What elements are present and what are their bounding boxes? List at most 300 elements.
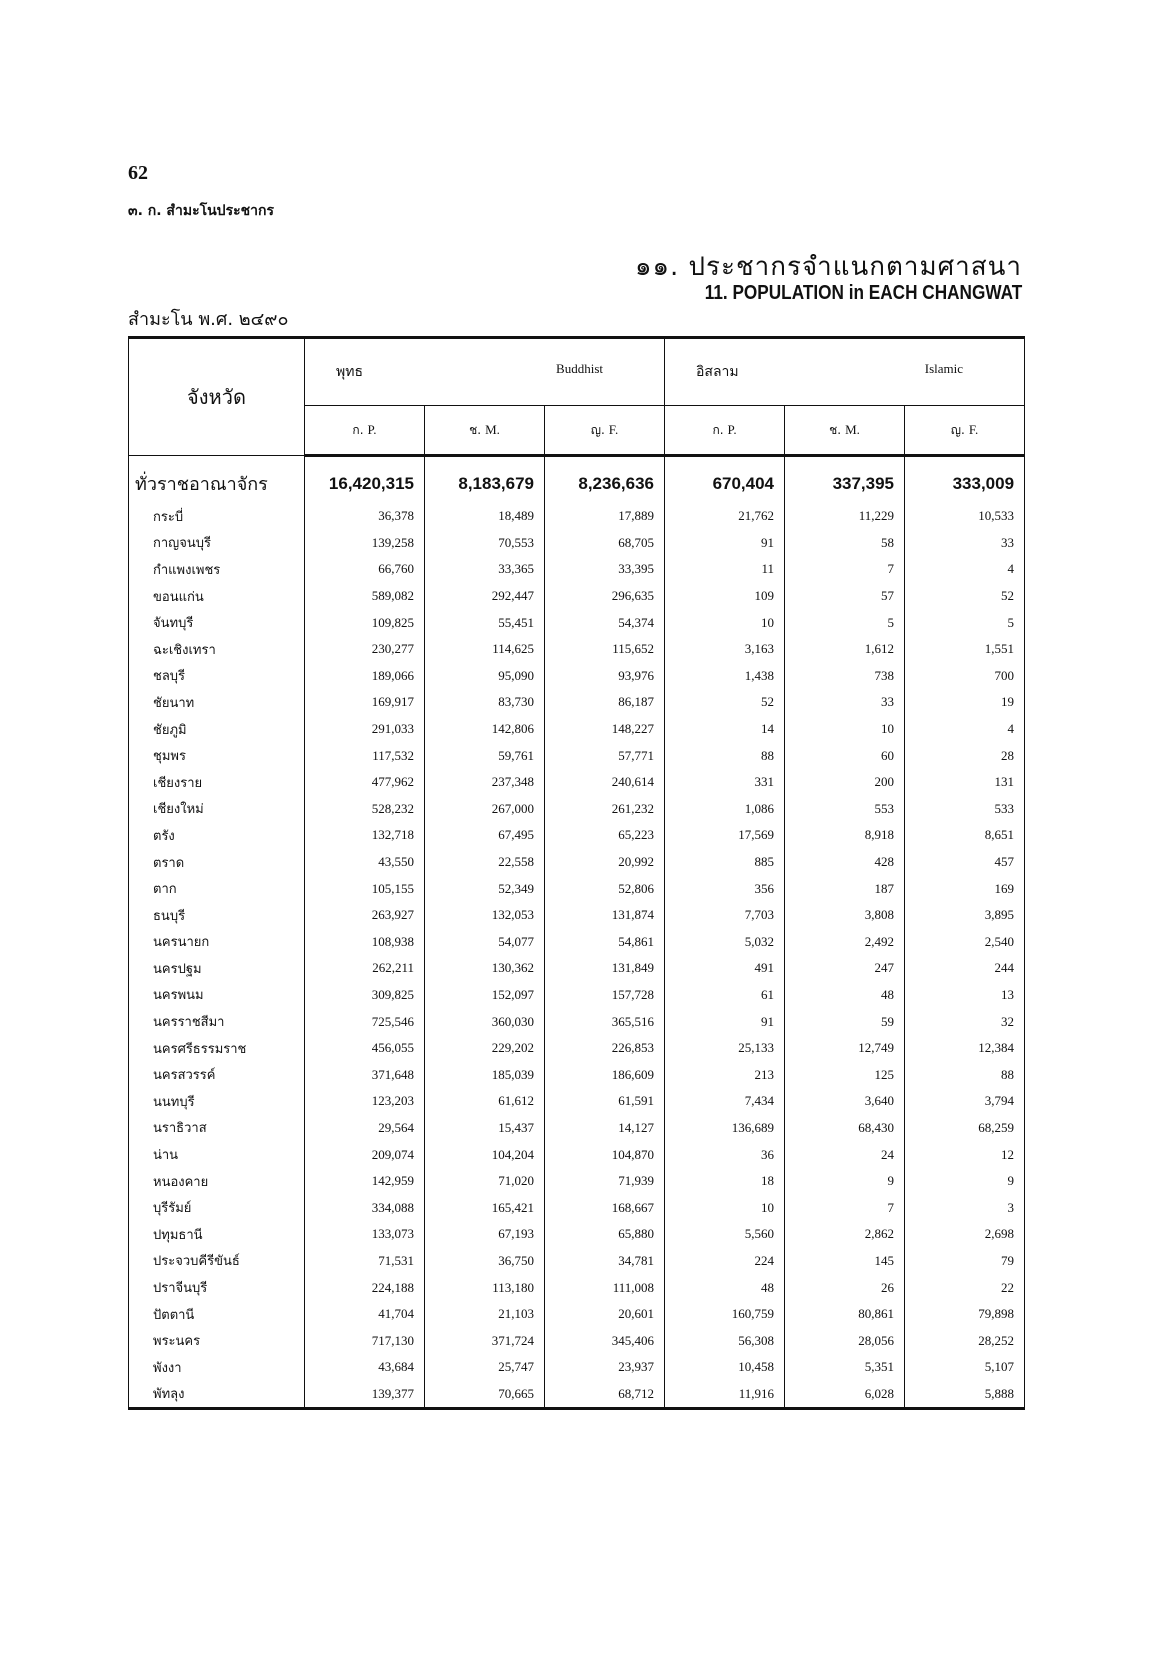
islamic-males-cell: 7	[785, 556, 905, 583]
buddhist-persons-cell: 589,082	[305, 583, 425, 610]
islamic-persons-cell: 11,916	[665, 1381, 785, 1409]
buddhist-females-cell: 93,976	[545, 663, 665, 690]
province-name-cell: กระบี่	[129, 503, 305, 530]
province-name-cell: หนองคาย	[129, 1168, 305, 1195]
islamic-males-cell: 68,430	[785, 1115, 905, 1142]
table-row	[129, 1035, 1025, 1062]
sub-header-thai: ญ.	[950, 422, 965, 437]
islamic-males-cell: 3,640	[785, 1088, 905, 1115]
buddhist-persons-cell: 66,760	[305, 556, 425, 583]
province-name-cell: ตรัง	[129, 822, 305, 849]
islamic-females-cell: 12	[905, 1141, 1025, 1168]
buddhist-males-cell: 55,451	[425, 609, 545, 636]
buddhist-females-cell: 131,874	[545, 902, 665, 929]
buddhist-males-cell: 132,053	[425, 902, 545, 929]
table-row	[129, 1088, 1025, 1115]
province-name-cell: ตาก	[129, 875, 305, 902]
province-name-cell: ชุมพร	[129, 742, 305, 769]
buddhist-persons-cell: 36,378	[305, 503, 425, 530]
islamic-females-cell: 13	[905, 982, 1025, 1009]
islamic-females-cell: 3,895	[905, 902, 1025, 929]
population-table	[128, 336, 1024, 1410]
table-title-english: 11. POPULATION in EACH CHANGWAT	[704, 282, 1022, 304]
province-name-cell: กำแพงเพชร	[129, 556, 305, 583]
province-name-cell: น่าน	[129, 1141, 305, 1168]
table-row	[129, 1354, 1025, 1381]
sub-header-thai: ช.	[829, 422, 842, 437]
province-name-cell: นครนายก	[129, 929, 305, 956]
islamic-females-cell: 33	[905, 530, 1025, 557]
buddhist-females-cell: 52,806	[545, 875, 665, 902]
islamic-males-cell: 58	[785, 530, 905, 557]
islamic-persons-cell: 224	[665, 1248, 785, 1275]
table-row	[129, 1327, 1025, 1354]
islamic-males-cell: 145	[785, 1248, 905, 1275]
buddhist-males-cell: 54,077	[425, 929, 545, 956]
islamic-females-cell: 4	[905, 556, 1025, 583]
buddhist-males-cell: 152,097	[425, 982, 545, 1009]
sub-header-persons	[305, 406, 425, 456]
buddhist-males-cell: 70,665	[425, 1381, 545, 1409]
islamic-persons-cell: 491	[665, 955, 785, 982]
islamic-persons-cell: 1,438	[665, 663, 785, 690]
buddhist-females-cell: 148,227	[545, 716, 665, 743]
page-number: 62	[128, 162, 148, 184]
total-buddhist-males: 8,183,679	[425, 456, 545, 504]
buddhist-persons-cell: 456,055	[305, 1035, 425, 1062]
table-row	[129, 875, 1025, 902]
islamic-males-cell: 59	[785, 1008, 905, 1035]
islamic-persons-cell: 213	[665, 1061, 785, 1088]
islamic-persons-cell: 356	[665, 875, 785, 902]
table-title-thai: ๑๑. ประชากรจำแนกตามศาสนา	[635, 252, 1022, 282]
islamic-males-cell: 60	[785, 742, 905, 769]
islamic-females-cell: 4	[905, 716, 1025, 743]
buddhist-females-cell: 104,870	[545, 1141, 665, 1168]
islamic-females-cell: 88	[905, 1061, 1025, 1088]
buddhist-label-english: Buddhist	[556, 361, 604, 376]
table-row	[129, 849, 1025, 876]
total-buddhist-persons: 16,420,315	[305, 456, 425, 504]
total-buddhist-females: 8,236,636	[545, 456, 665, 504]
islamic-females-cell: 79,898	[905, 1301, 1025, 1328]
islamic-females-cell: 700	[905, 663, 1025, 690]
buddhist-males-cell: 83,730	[425, 689, 545, 716]
islamic-females-cell: 2,540	[905, 929, 1025, 956]
buddhist-persons-cell: 224,188	[305, 1274, 425, 1301]
islamic-persons-cell: 14	[665, 716, 785, 743]
islamic-persons-cell: 91	[665, 530, 785, 557]
buddhist-persons-cell: 309,825	[305, 982, 425, 1009]
province-name-cell: ประจวบคีรีขันธ์	[129, 1248, 305, 1275]
islamic-group-header	[665, 338, 1025, 406]
buddhist-persons-cell: 41,704	[305, 1301, 425, 1328]
buddhist-females-cell: 54,374	[545, 609, 665, 636]
table-row	[129, 982, 1025, 1009]
table-row	[129, 1194, 1025, 1221]
total-islamic-males: 337,395	[785, 456, 905, 504]
islamic-males-cell: 11,229	[785, 503, 905, 530]
province-name-cell: ฉะเชิงเทรา	[129, 636, 305, 663]
table-row	[129, 1061, 1025, 1088]
buddhist-females-cell: 186,609	[545, 1061, 665, 1088]
province-name-cell: นราธิวาส	[129, 1115, 305, 1142]
buddhist-persons-cell: 142,959	[305, 1168, 425, 1195]
buddhist-persons-cell: 371,648	[305, 1061, 425, 1088]
islamic-persons-cell: 11	[665, 556, 785, 583]
islamic-males-cell: 125	[785, 1061, 905, 1088]
province-name-cell: นครพนม	[129, 982, 305, 1009]
buddhist-males-cell: 67,495	[425, 822, 545, 849]
islamic-females-cell: 28,252	[905, 1327, 1025, 1354]
islamic-females-cell: 28	[905, 742, 1025, 769]
buddhist-persons-cell: 230,277	[305, 636, 425, 663]
islamic-males-cell: 28,056	[785, 1327, 905, 1354]
buddhist-females-cell: 23,937	[545, 1354, 665, 1381]
islamic-persons-cell: 10	[665, 1194, 785, 1221]
buddhist-males-cell: 229,202	[425, 1035, 545, 1062]
islamic-persons-cell: 7,434	[665, 1088, 785, 1115]
islamic-label-english: Islamic	[924, 361, 964, 376]
buddhist-males-cell: 237,348	[425, 769, 545, 796]
table-row	[129, 556, 1025, 583]
buddhist-persons-cell: 109,825	[305, 609, 425, 636]
islamic-persons-cell: 56,308	[665, 1327, 785, 1354]
province-name-cell: ธนบุรี	[129, 902, 305, 929]
islamic-males-cell: 3,808	[785, 902, 905, 929]
islamic-males-cell: 26	[785, 1274, 905, 1301]
province-name-cell: จันทบุรี	[129, 609, 305, 636]
islamic-males-cell: 2,492	[785, 929, 905, 956]
table-row	[129, 822, 1025, 849]
table-row	[129, 663, 1025, 690]
buddhist-males-cell: 36,750	[425, 1248, 545, 1275]
table-row	[129, 902, 1025, 929]
buddhist-males-cell: 59,761	[425, 742, 545, 769]
buddhist-persons-cell: 117,532	[305, 742, 425, 769]
islamic-males-cell: 57	[785, 583, 905, 610]
buddhist-males-cell: 25,747	[425, 1354, 545, 1381]
sub-header-thai: ช.	[469, 422, 482, 437]
buddhist-males-cell: 18,489	[425, 503, 545, 530]
islamic-females-cell: 32	[905, 1008, 1025, 1035]
islamic-males-cell: 8,918	[785, 822, 905, 849]
buddhist-females-cell: 61,591	[545, 1088, 665, 1115]
islamic-females-cell: 5,107	[905, 1354, 1025, 1381]
islamic-females-cell: 5,888	[905, 1381, 1025, 1409]
islamic-persons-cell: 5,560	[665, 1221, 785, 1248]
islamic-females-cell: 533	[905, 796, 1025, 823]
islamic-persons-cell: 331	[665, 769, 785, 796]
buddhist-males-cell: 70,553	[425, 530, 545, 557]
buddhist-persons-cell: 29,564	[305, 1115, 425, 1142]
sub-header-english: F.	[608, 421, 619, 437]
islamic-males-cell: 1,612	[785, 636, 905, 663]
islamic-persons-cell: 52	[665, 689, 785, 716]
total-islamic-females: 333,009	[905, 456, 1025, 504]
islamic-males-cell: 12,749	[785, 1035, 905, 1062]
buddhist-females-cell: 14,127	[545, 1115, 665, 1142]
islamic-persons-cell: 1,086	[665, 796, 785, 823]
islamic-persons-cell: 5,032	[665, 929, 785, 956]
province-name-cell: ชลบุรี	[129, 663, 305, 690]
islamic-females-cell: 1,551	[905, 636, 1025, 663]
islamic-females-cell: 131	[905, 769, 1025, 796]
islamic-label-thai: อิสลาม	[696, 364, 739, 380]
islamic-persons-cell: 885	[665, 849, 785, 876]
table-row	[129, 530, 1025, 557]
census-year-label: สำมะโน พ.ศ. ๒๔๙๐	[128, 309, 289, 330]
islamic-persons-cell: 136,689	[665, 1115, 785, 1142]
buddhist-persons-cell: 71,531	[305, 1248, 425, 1275]
province-name-cell: ปัตตานี	[129, 1301, 305, 1328]
province-name-cell: พัทลุง	[129, 1381, 305, 1409]
buddhist-females-cell: 157,728	[545, 982, 665, 1009]
buddhist-females-cell: 226,853	[545, 1035, 665, 1062]
province-name-cell: เชียงใหม่	[129, 796, 305, 823]
buddhist-males-cell: 22,558	[425, 849, 545, 876]
islamic-females-cell: 68,259	[905, 1115, 1025, 1142]
buddhist-persons-cell: 43,684	[305, 1354, 425, 1381]
sub-header-females	[545, 406, 665, 456]
islamic-persons-cell: 18	[665, 1168, 785, 1195]
province-name-cell: นครราชสีมา	[129, 1008, 305, 1035]
buddhist-persons-cell: 334,088	[305, 1194, 425, 1221]
islamic-males-cell: 200	[785, 769, 905, 796]
islamic-persons-cell: 10	[665, 609, 785, 636]
islamic-females-cell: 8,651	[905, 822, 1025, 849]
buddhist-persons-cell: 189,066	[305, 663, 425, 690]
table-row	[129, 796, 1025, 823]
buddhist-group-header	[305, 338, 665, 406]
sub-header-thai: ญ.	[590, 422, 605, 437]
province-name-cell: กาญจนบุรี	[129, 530, 305, 557]
buddhist-females-cell: 20,992	[545, 849, 665, 876]
buddhist-persons-cell: 139,377	[305, 1381, 425, 1409]
table-row	[129, 1274, 1025, 1301]
islamic-males-cell: 247	[785, 955, 905, 982]
buddhist-females-cell: 65,880	[545, 1221, 665, 1248]
buddhist-persons-cell: 43,550	[305, 849, 425, 876]
islamic-persons-cell: 3,163	[665, 636, 785, 663]
province-name-cell: นครศรีธรรมราช	[129, 1035, 305, 1062]
buddhist-males-cell: 15,437	[425, 1115, 545, 1142]
buddhist-persons-cell: 209,074	[305, 1141, 425, 1168]
islamic-males-cell: 428	[785, 849, 905, 876]
buddhist-females-cell: 33,395	[545, 556, 665, 583]
table-row	[129, 742, 1025, 769]
buddhist-males-cell: 61,612	[425, 1088, 545, 1115]
buddhist-persons-cell: 262,211	[305, 955, 425, 982]
buddhist-label-thai: พุทธ	[336, 364, 364, 380]
buddhist-persons-cell: 108,938	[305, 929, 425, 956]
islamic-females-cell: 79	[905, 1248, 1025, 1275]
table-row	[129, 583, 1025, 610]
islamic-males-cell: 48	[785, 982, 905, 1009]
sub-header-thai: ก.	[712, 422, 724, 437]
buddhist-males-cell: 33,365	[425, 556, 545, 583]
province-name-cell: ชัยภูมิ	[129, 716, 305, 743]
table-row	[129, 1115, 1025, 1142]
sub-header-males	[785, 406, 905, 456]
buddhist-males-cell: 52,349	[425, 875, 545, 902]
islamic-females-cell: 244	[905, 955, 1025, 982]
province-name-cell: ปราจีนบุรี	[129, 1274, 305, 1301]
islamic-males-cell: 553	[785, 796, 905, 823]
islamic-persons-cell: 10,458	[665, 1354, 785, 1381]
buddhist-persons-cell: 132,718	[305, 822, 425, 849]
province-name-cell: ชัยนาท	[129, 689, 305, 716]
islamic-persons-cell: 25,133	[665, 1035, 785, 1062]
buddhist-females-cell: 345,406	[545, 1327, 665, 1354]
buddhist-males-cell: 185,039	[425, 1061, 545, 1088]
islamic-males-cell: 10	[785, 716, 905, 743]
islamic-males-cell: 7	[785, 1194, 905, 1221]
islamic-persons-cell: 109	[665, 583, 785, 610]
islamic-males-cell: 5	[785, 609, 905, 636]
islamic-females-cell: 12,384	[905, 1035, 1025, 1062]
buddhist-persons-cell: 123,203	[305, 1088, 425, 1115]
buddhist-males-cell: 267,000	[425, 796, 545, 823]
sub-header-english: F.	[968, 421, 979, 437]
table-row	[129, 769, 1025, 796]
sub-header-thai: ก.	[352, 422, 364, 437]
islamic-females-cell: 169	[905, 875, 1025, 902]
sub-header-english: P.	[727, 421, 737, 437]
islamic-males-cell: 24	[785, 1141, 905, 1168]
islamic-persons-cell: 36	[665, 1141, 785, 1168]
buddhist-males-cell: 360,030	[425, 1008, 545, 1035]
islamic-persons-cell: 48	[665, 1274, 785, 1301]
islamic-persons-cell: 7,703	[665, 902, 785, 929]
total-row-label: ทั่วราชอาณาจักร	[129, 456, 305, 504]
province-name-cell: พังงา	[129, 1354, 305, 1381]
buddhist-females-cell: 65,223	[545, 822, 665, 849]
buddhist-females-cell: 86,187	[545, 689, 665, 716]
islamic-males-cell: 33	[785, 689, 905, 716]
islamic-females-cell: 9	[905, 1168, 1025, 1195]
province-name-cell: นนทบุรี	[129, 1088, 305, 1115]
islamic-females-cell: 5	[905, 609, 1025, 636]
buddhist-females-cell: 68,712	[545, 1381, 665, 1409]
buddhist-persons-cell: 105,155	[305, 875, 425, 902]
islamic-males-cell: 5,351	[785, 1354, 905, 1381]
buddhist-females-cell: 115,652	[545, 636, 665, 663]
islamic-persons-cell: 160,759	[665, 1301, 785, 1328]
total-islamic-persons: 670,404	[665, 456, 785, 504]
buddhist-females-cell: 168,667	[545, 1194, 665, 1221]
table-row	[129, 689, 1025, 716]
buddhist-females-cell: 54,861	[545, 929, 665, 956]
table-row	[129, 609, 1025, 636]
buddhist-males-cell: 95,090	[425, 663, 545, 690]
buddhist-males-cell: 371,724	[425, 1327, 545, 1354]
islamic-persons-cell: 91	[665, 1008, 785, 1035]
province-name-cell: นครปฐม	[129, 955, 305, 982]
buddhist-males-cell: 67,193	[425, 1221, 545, 1248]
islamic-females-cell: 52	[905, 583, 1025, 610]
province-name-cell: เชียงราย	[129, 769, 305, 796]
islamic-females-cell: 10,533	[905, 503, 1025, 530]
islamic-males-cell: 2,862	[785, 1221, 905, 1248]
total-row	[129, 456, 1025, 504]
section-label: ๓. ก. สำมะโนประชากร	[128, 203, 274, 219]
buddhist-males-cell: 113,180	[425, 1274, 545, 1301]
buddhist-males-cell: 71,020	[425, 1168, 545, 1195]
islamic-males-cell: 6,028	[785, 1381, 905, 1409]
buddhist-females-cell: 20,601	[545, 1301, 665, 1328]
province-column-header: จังหวัด	[129, 338, 305, 456]
buddhist-persons-cell: 528,232	[305, 796, 425, 823]
buddhist-males-cell: 114,625	[425, 636, 545, 663]
buddhist-persons-cell: 477,962	[305, 769, 425, 796]
table-row	[129, 1301, 1025, 1328]
buddhist-females-cell: 111,008	[545, 1274, 665, 1301]
buddhist-females-cell: 131,849	[545, 955, 665, 982]
islamic-females-cell: 3,794	[905, 1088, 1025, 1115]
table-row	[129, 1221, 1025, 1248]
table-row	[129, 1008, 1025, 1035]
buddhist-females-cell: 261,232	[545, 796, 665, 823]
islamic-females-cell: 3	[905, 1194, 1025, 1221]
table-row	[129, 1381, 1025, 1409]
table-row	[129, 955, 1025, 982]
buddhist-persons-cell: 291,033	[305, 716, 425, 743]
province-name-cell: นครสวรรค์	[129, 1061, 305, 1088]
sub-header-english: M.	[485, 421, 500, 437]
province-name-cell: ขอนแก่น	[129, 583, 305, 610]
buddhist-persons-cell: 133,073	[305, 1221, 425, 1248]
table-row	[129, 1248, 1025, 1275]
islamic-females-cell: 2,698	[905, 1221, 1025, 1248]
sub-header-english: P.	[367, 421, 377, 437]
buddhist-males-cell: 142,806	[425, 716, 545, 743]
sub-header-females	[905, 406, 1025, 456]
islamic-males-cell: 187	[785, 875, 905, 902]
buddhist-females-cell: 34,781	[545, 1248, 665, 1275]
sub-header-english: M.	[845, 421, 860, 437]
islamic-males-cell: 80,861	[785, 1301, 905, 1328]
islamic-persons-cell: 88	[665, 742, 785, 769]
buddhist-males-cell: 21,103	[425, 1301, 545, 1328]
buddhist-males-cell: 130,362	[425, 955, 545, 982]
province-name-cell: ปทุมธานี	[129, 1221, 305, 1248]
islamic-females-cell: 457	[905, 849, 1025, 876]
table-row	[129, 1168, 1025, 1195]
islamic-males-cell: 738	[785, 663, 905, 690]
buddhist-females-cell: 296,635	[545, 583, 665, 610]
islamic-males-cell: 9	[785, 1168, 905, 1195]
islamic-persons-cell: 17,569	[665, 822, 785, 849]
buddhist-females-cell: 17,889	[545, 503, 665, 530]
table-row	[129, 929, 1025, 956]
buddhist-females-cell: 71,939	[545, 1168, 665, 1195]
buddhist-males-cell: 292,447	[425, 583, 545, 610]
islamic-persons-cell: 21,762	[665, 503, 785, 530]
province-name-cell: พระนคร	[129, 1327, 305, 1354]
table-body	[129, 456, 1025, 1409]
buddhist-females-cell: 57,771	[545, 742, 665, 769]
buddhist-persons-cell: 139,258	[305, 530, 425, 557]
buddhist-persons-cell: 169,917	[305, 689, 425, 716]
buddhist-males-cell: 165,421	[425, 1194, 545, 1221]
buddhist-persons-cell: 725,546	[305, 1008, 425, 1035]
buddhist-females-cell: 68,705	[545, 530, 665, 557]
buddhist-persons-cell: 263,927	[305, 902, 425, 929]
buddhist-females-cell: 240,614	[545, 769, 665, 796]
table-row	[129, 636, 1025, 663]
islamic-females-cell: 19	[905, 689, 1025, 716]
